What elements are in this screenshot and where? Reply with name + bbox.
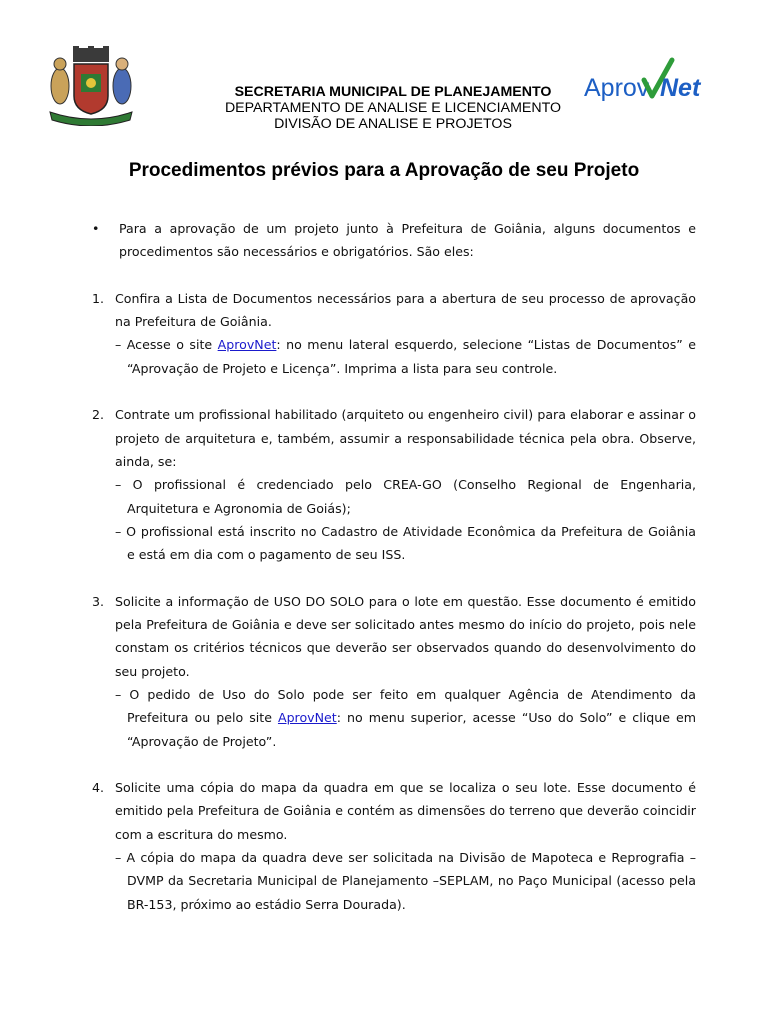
department-name: DEPARTAMENTO DE ANALISE E LICENCIAMENTO (224, 100, 562, 116)
document-header (180, 84, 606, 132)
municipal-coat-of-arms (46, 46, 136, 126)
list-subitem: – Acesse o site AprovNet: no menu lateral esquerdo, selecione “Listas de Documentos” e “Aprovação de Projeto e Licença”. Imprima a lista para seu controle. (115, 337, 697, 376)
document-body (92, 217, 696, 916)
list-item-4 (92, 776, 696, 916)
list-number: 2. (92, 407, 105, 423)
aprovnet-link[interactable]: AprovNet (277, 710, 337, 726)
list-subitem: – O pedido de Uso do Solo pode ser feito em qualquer Agência de Atendimento da Prefeitura ou pelo site AprovNet: no menu superior, acesse “Uso do Solo” e clique em “Aprovação de Projeto”. (115, 686, 696, 749)
list-item-text: Solicite a informação de USO DO SOLO para o lote em questão. Esse documento é emitido pela Prefeitura de Goiânia e deve ser solicitado antes mesmo do início do projeto, pois nele constam os critérios técnicos que deverão ser observados quando do desenvolvimento do seu projeto. (115, 593, 696, 679)
list-item-text: Confira a Lista de Documentos necessários para a abertura de seu processo de aprovação na Prefeitura de Goiânia. (115, 290, 696, 330)
logo-text-a: Aprov (584, 74, 650, 102)
division-name: DIVISÃO DE ANALISE E PROJETOS (274, 116, 512, 132)
list-item-text: Solicite uma cópia do mapa da quadra em que se localiza o seu lote. Esse documento é emitido pela Prefeitura de Goiânia e contém as dimensões do terreno que deverão coincidir com a escritura do mesmo. (115, 780, 696, 842)
list-number: 4. (92, 780, 105, 796)
list-subitem: – O profissional é credenciado pelo CREA-GO (Conselho Regional de Engenharia, Arquitetura e Agronomia de Goiás); (115, 477, 696, 516)
secretariat-name: SECRETARIA MUNICIPAL DE PLANEJAMENTO (234, 84, 552, 100)
list-item-3 (92, 590, 696, 753)
aprovnet-link[interactable]: AprovNet (217, 337, 277, 353)
list-subitem: – A cópia do mapa da quadra deve ser solicitada na Divisão de Mapoteca e Reprografia –DVMP da Secretaria Municipal de Planejamento –SEPLAM, no Paço Municipal (acesso pela BR-153, próximo ao estádio Serra Dourada). (115, 850, 696, 912)
bullet-marker: • (92, 221, 100, 236)
page-title: Procedimentos prévios para a Aprovação de seu Projeto (128, 160, 640, 181)
intro-text: Para a aprovação de um projeto junto à Prefeitura de Goiânia, alguns documentos e procedimentos são necessários e obrigatórios. São eles: (119, 221, 696, 260)
list-item-1 (92, 287, 696, 380)
list-number: 1. (92, 290, 105, 306)
logo-text-b: Net (660, 74, 701, 102)
intro-bullet-item (92, 217, 696, 264)
list-item-2 (92, 403, 696, 566)
list-item-text: Contrate um profissional habilitado (arquiteto ou engenheiro civil) para elaborar e assinar o projeto de arquitetura e, também, assumir a responsabilidade técnica pela obra. Observe, ainda, se: (115, 407, 696, 469)
aprovnet-logo (582, 56, 712, 104)
list-subitem: – O profissional está inscrito no Cadastro de Atividade Econômica da Prefeitura de Goiânia e está em dia com o pagamento de seu ISS. (115, 523, 696, 563)
list-number: 3. (92, 593, 105, 609)
